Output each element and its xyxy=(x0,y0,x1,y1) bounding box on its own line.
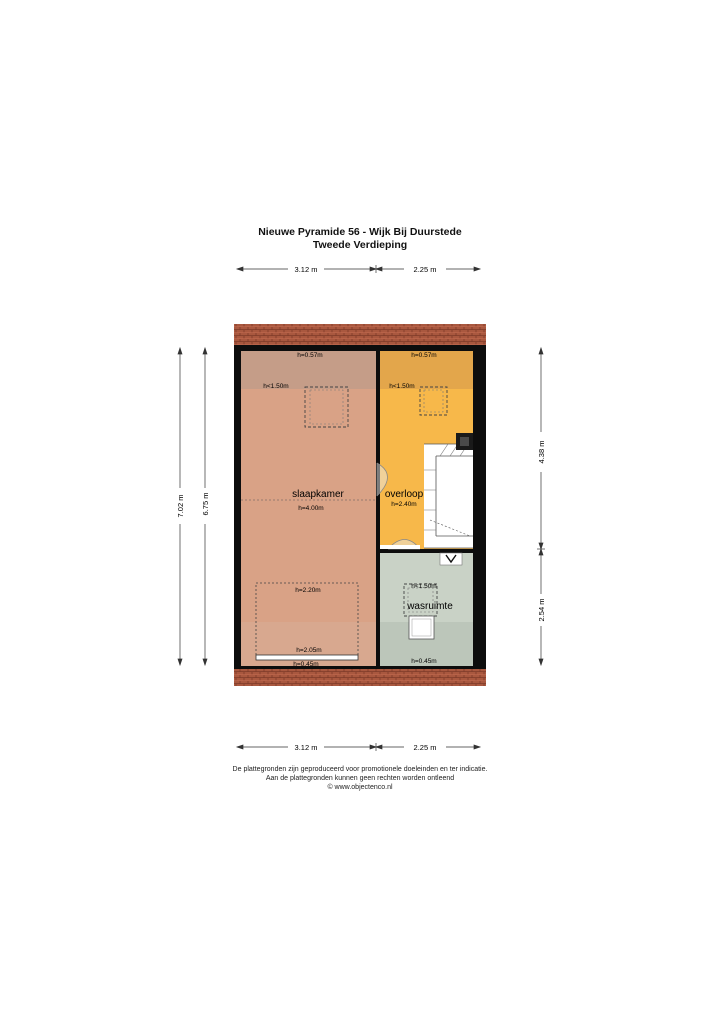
dim-top-left: 3.12 m xyxy=(294,265,318,274)
bedroom-height-dormer-low: h=2.05m xyxy=(296,647,322,654)
dim-right-upper: 4.38 m xyxy=(537,440,546,464)
landing-height-limit: h<1.50m xyxy=(389,383,415,390)
dormer-window xyxy=(256,655,358,660)
water-tap-icon xyxy=(440,553,462,565)
copyright: © www.objectenco.nl xyxy=(327,784,393,791)
dimension-top xyxy=(237,265,480,273)
laundry-label: wasruimte xyxy=(407,601,453,612)
dim-left-outer: 7.02 m xyxy=(176,494,185,518)
landing-label: overloop xyxy=(384,489,424,500)
bedroom-height-top: h=0.57m xyxy=(297,352,323,359)
dim-bottom-left: 3.12 m xyxy=(294,743,318,752)
disclaimer-line-1: De plattegronden zijn geproduceerd voor promotionele doeleinden en ter indicatie. xyxy=(232,766,488,773)
partition-wall-horizontal xyxy=(380,549,473,553)
landing-height-main: h=2.40m xyxy=(391,501,417,508)
laundry-height-bottom: h=0.45m xyxy=(411,658,437,665)
dim-top-right: 2.25 m xyxy=(413,265,437,274)
plan-title: Nieuwe Pyramide 56 - Wijk Bij Duurstede xyxy=(258,226,462,238)
landing-door-frame xyxy=(380,545,420,549)
bedroom-height-main: h=4.00m xyxy=(298,505,324,512)
bedroom-height-limit: h<1.50m xyxy=(263,383,289,390)
staircase xyxy=(424,433,473,548)
disclaimer-line-2: Aan de plattegronden kunnen geen rechten worden ontleend xyxy=(265,775,455,782)
floor-subtitle: Tweede Verdieping xyxy=(312,239,408,251)
landing-height-top: h=0.57m xyxy=(411,352,437,359)
partition-wall-vertical xyxy=(376,351,380,666)
bedroom-height-dormer: h=2.20m xyxy=(295,587,321,594)
laundry-height-limit: h<1.50m xyxy=(411,583,437,590)
bedroom-label: slaapkamer xyxy=(292,489,344,500)
dimension-bottom xyxy=(237,743,480,751)
roof-top xyxy=(234,324,486,348)
dim-right-lower: 2.54 m xyxy=(537,598,546,622)
washing-machine-icon xyxy=(409,616,434,639)
dim-bottom-right: 2.25 m xyxy=(413,743,437,752)
dim-left-inner: 6.75 m xyxy=(201,492,210,516)
bedroom-height-bottom: h=0.45m xyxy=(293,661,319,668)
